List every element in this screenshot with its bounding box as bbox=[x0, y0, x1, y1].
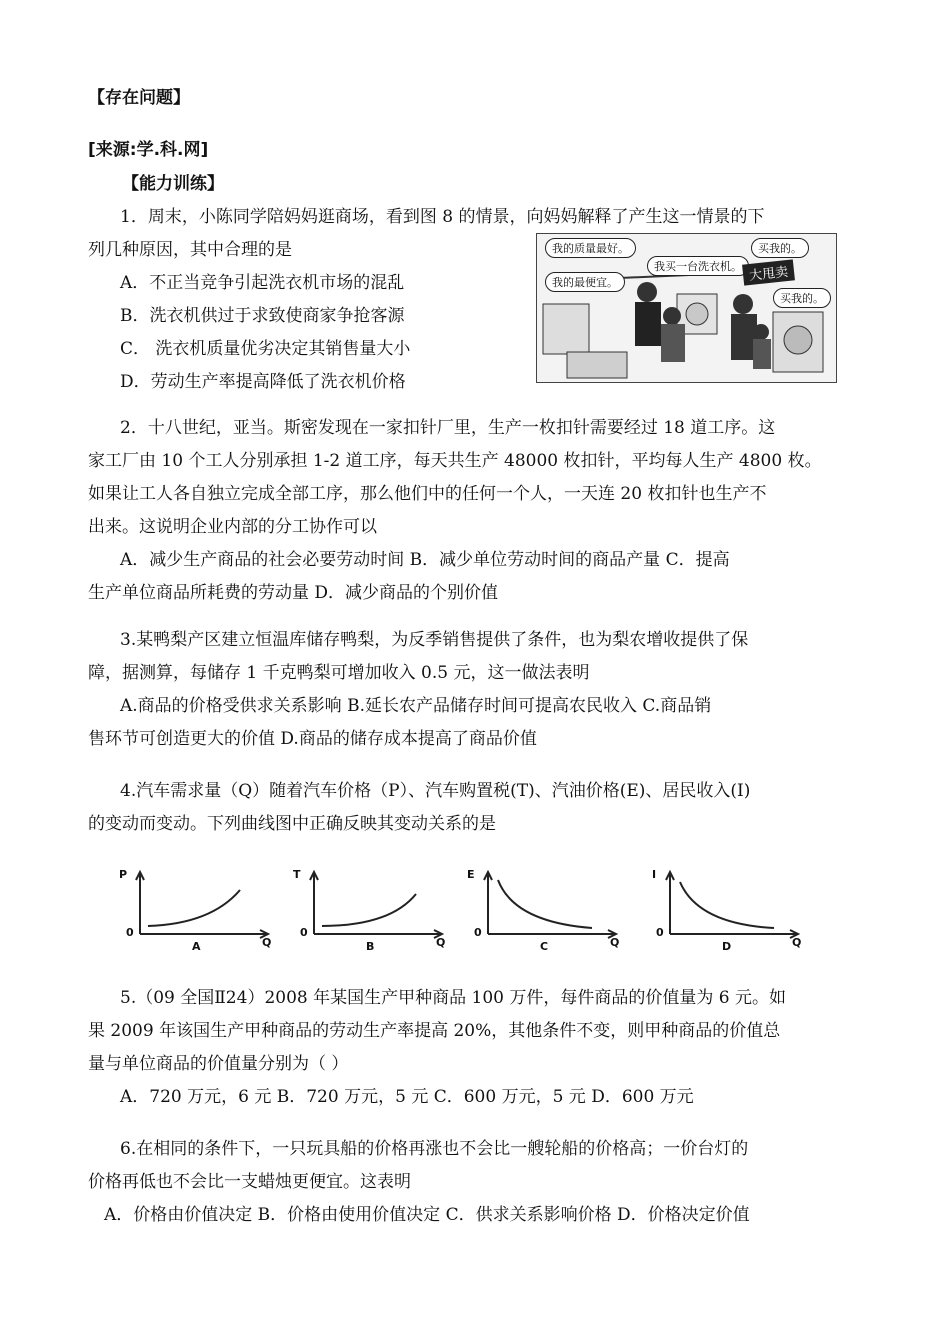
q1-option-d: D．劳动生产率提高降低了洗衣机价格 bbox=[120, 372, 406, 392]
graph-b-caption: B bbox=[366, 940, 375, 953]
cartoon-bubble-buy-washer: 我买一台洗衣机。 bbox=[647, 256, 749, 276]
training-title: 【能力训练】 bbox=[122, 174, 224, 194]
q4-line2: 的变动而变动。下列曲线图中正确反映其变动关系的是 bbox=[88, 814, 496, 834]
q4-graphs bbox=[116, 864, 816, 956]
q2-line5: A．减少生产商品的社会必要劳动时间 B．减少单位劳动时间的商品产量 C．提高 bbox=[120, 550, 730, 570]
q2-line2: 家工厂由 10 个工人分别承担 1-2 道工序，每天共生产 48000 枚扣针，平均每人生产 4800 枚。 bbox=[88, 451, 822, 471]
q3-line4: 售环节可创造更大的价值 D.商品的储存成本提高了商品价值 bbox=[88, 729, 537, 749]
q3-line1: 3.某鸭梨产区建立恒温库储存鸭梨，为反季销售提供了条件，也为梨农增收提供了保 bbox=[120, 630, 749, 650]
q3-line2: 障，据测算，每储存 1 千克鸭梨可增加收入 0.5 元，这一做法表明 bbox=[88, 663, 590, 683]
q5-line1: 5.（09 全国Ⅱ24）2008 年某国生产甲种商品 100 万件，每件商品的价值量为 6 元。如 bbox=[120, 988, 786, 1008]
graph-b bbox=[290, 864, 450, 961]
q1-line1: 1．周末，小陈同学陪妈妈逛商场，看到图 8 的情景，向妈妈解释了产生这一情景的下 bbox=[120, 207, 765, 227]
problems-title: 【存在问题】 bbox=[88, 88, 190, 108]
q1-option-b: B．洗衣机供过于求致使商家争抢客源 bbox=[120, 306, 405, 326]
q1-option-a: A．不正当竞争引起洗衣机市场的混乱 bbox=[120, 273, 405, 293]
cartoon-bubble-buy-mine-1: 买我的。 bbox=[751, 238, 809, 258]
graph-c-x-label: Q bbox=[610, 936, 620, 949]
q3-line3: A.商品的价格受供求关系影响 B.延长农产品储存时间可提高农民收入 C.商品销 bbox=[120, 696, 712, 716]
q1-option-c: C． 洗衣机质量优劣决定其销售量大小 bbox=[120, 339, 411, 359]
graph-a-origin: 0 bbox=[126, 926, 134, 939]
graph-b-y-label: T bbox=[293, 868, 301, 881]
q6-line2: 价格再低也不会比一支蜡烛更便宜。这表明 bbox=[88, 1172, 411, 1192]
q1-line2: 列几种原因，其中合理的是 bbox=[88, 240, 292, 260]
q2-line6: 生产单位商品所耗费的劳动量 D．减少商品的个别价值 bbox=[88, 583, 499, 603]
graph-a-x-label: Q bbox=[262, 936, 272, 949]
graph-b-x-label: Q bbox=[436, 936, 446, 949]
graph-d-y-label: I bbox=[652, 868, 657, 881]
q2-line1: 2．十八世纪，亚当。斯密发现在一家扣针厂里，生产一枚扣针需要经过 18 道工序。这 bbox=[120, 418, 776, 438]
graph-c-origin: 0 bbox=[474, 926, 482, 939]
q6-line3: A．价格由价值决定 B．价格由使用价值决定 C．供求关系影响价格 D．价格决定价值 bbox=[104, 1205, 750, 1225]
graph-a-caption: A bbox=[192, 940, 201, 953]
cartoon-bubble-cheapest: 我的最便宜。 bbox=[545, 272, 625, 292]
cartoon-bubble-quality: 我的质量最好。 bbox=[545, 238, 636, 258]
cartoon-sale-banner: 大甩卖 bbox=[742, 259, 795, 285]
q2-line3: 如果让工人各自独立完成全部工序，那么他们中的任何一个人，一天连 20 枚扣针也生产不 bbox=[88, 484, 767, 504]
q5-line2: 果 2009 年该国生产甲种商品的劳动生产率提高 20%，其他条件不变，则甲种商品的价值总 bbox=[88, 1021, 781, 1041]
graph-a-y-label: P bbox=[119, 868, 128, 881]
cartoon-bubble-buy-mine-2: 买我的。 bbox=[773, 288, 831, 308]
graph-d-origin: 0 bbox=[656, 926, 664, 939]
q5-line4: A．720 万元，6 元 B．720 万元，5 元 C．600 万元，5 元 D．600 万元 bbox=[120, 1087, 694, 1107]
q4-line1: 4.汽车需求量（Q）随着汽车价格（P）、汽车购置税(T)、汽油价格(E)、居民收入(I) bbox=[120, 781, 751, 801]
cartoon-image bbox=[536, 233, 837, 383]
graph-c bbox=[464, 864, 624, 961]
graph-d bbox=[646, 864, 806, 961]
graph-c-caption: C bbox=[540, 940, 549, 953]
q2-line4: 出来。这说明企业内部的分工协作可以 bbox=[88, 517, 377, 537]
q5-line3: 量与单位商品的价值量分别为（ ） bbox=[88, 1054, 349, 1074]
graph-d-x-label: Q bbox=[792, 936, 802, 949]
q6-line1: 6.在相同的条件下，一只玩具船的价格再涨也不会比一艘轮船的价格高；一价台灯的 bbox=[120, 1139, 749, 1159]
source-label: [来源:学.科.网] bbox=[88, 140, 209, 160]
graph-b-origin: 0 bbox=[300, 926, 308, 939]
graph-d-caption: D bbox=[722, 940, 732, 953]
graph-a bbox=[116, 864, 276, 961]
graph-c-y-label: E bbox=[467, 868, 475, 881]
